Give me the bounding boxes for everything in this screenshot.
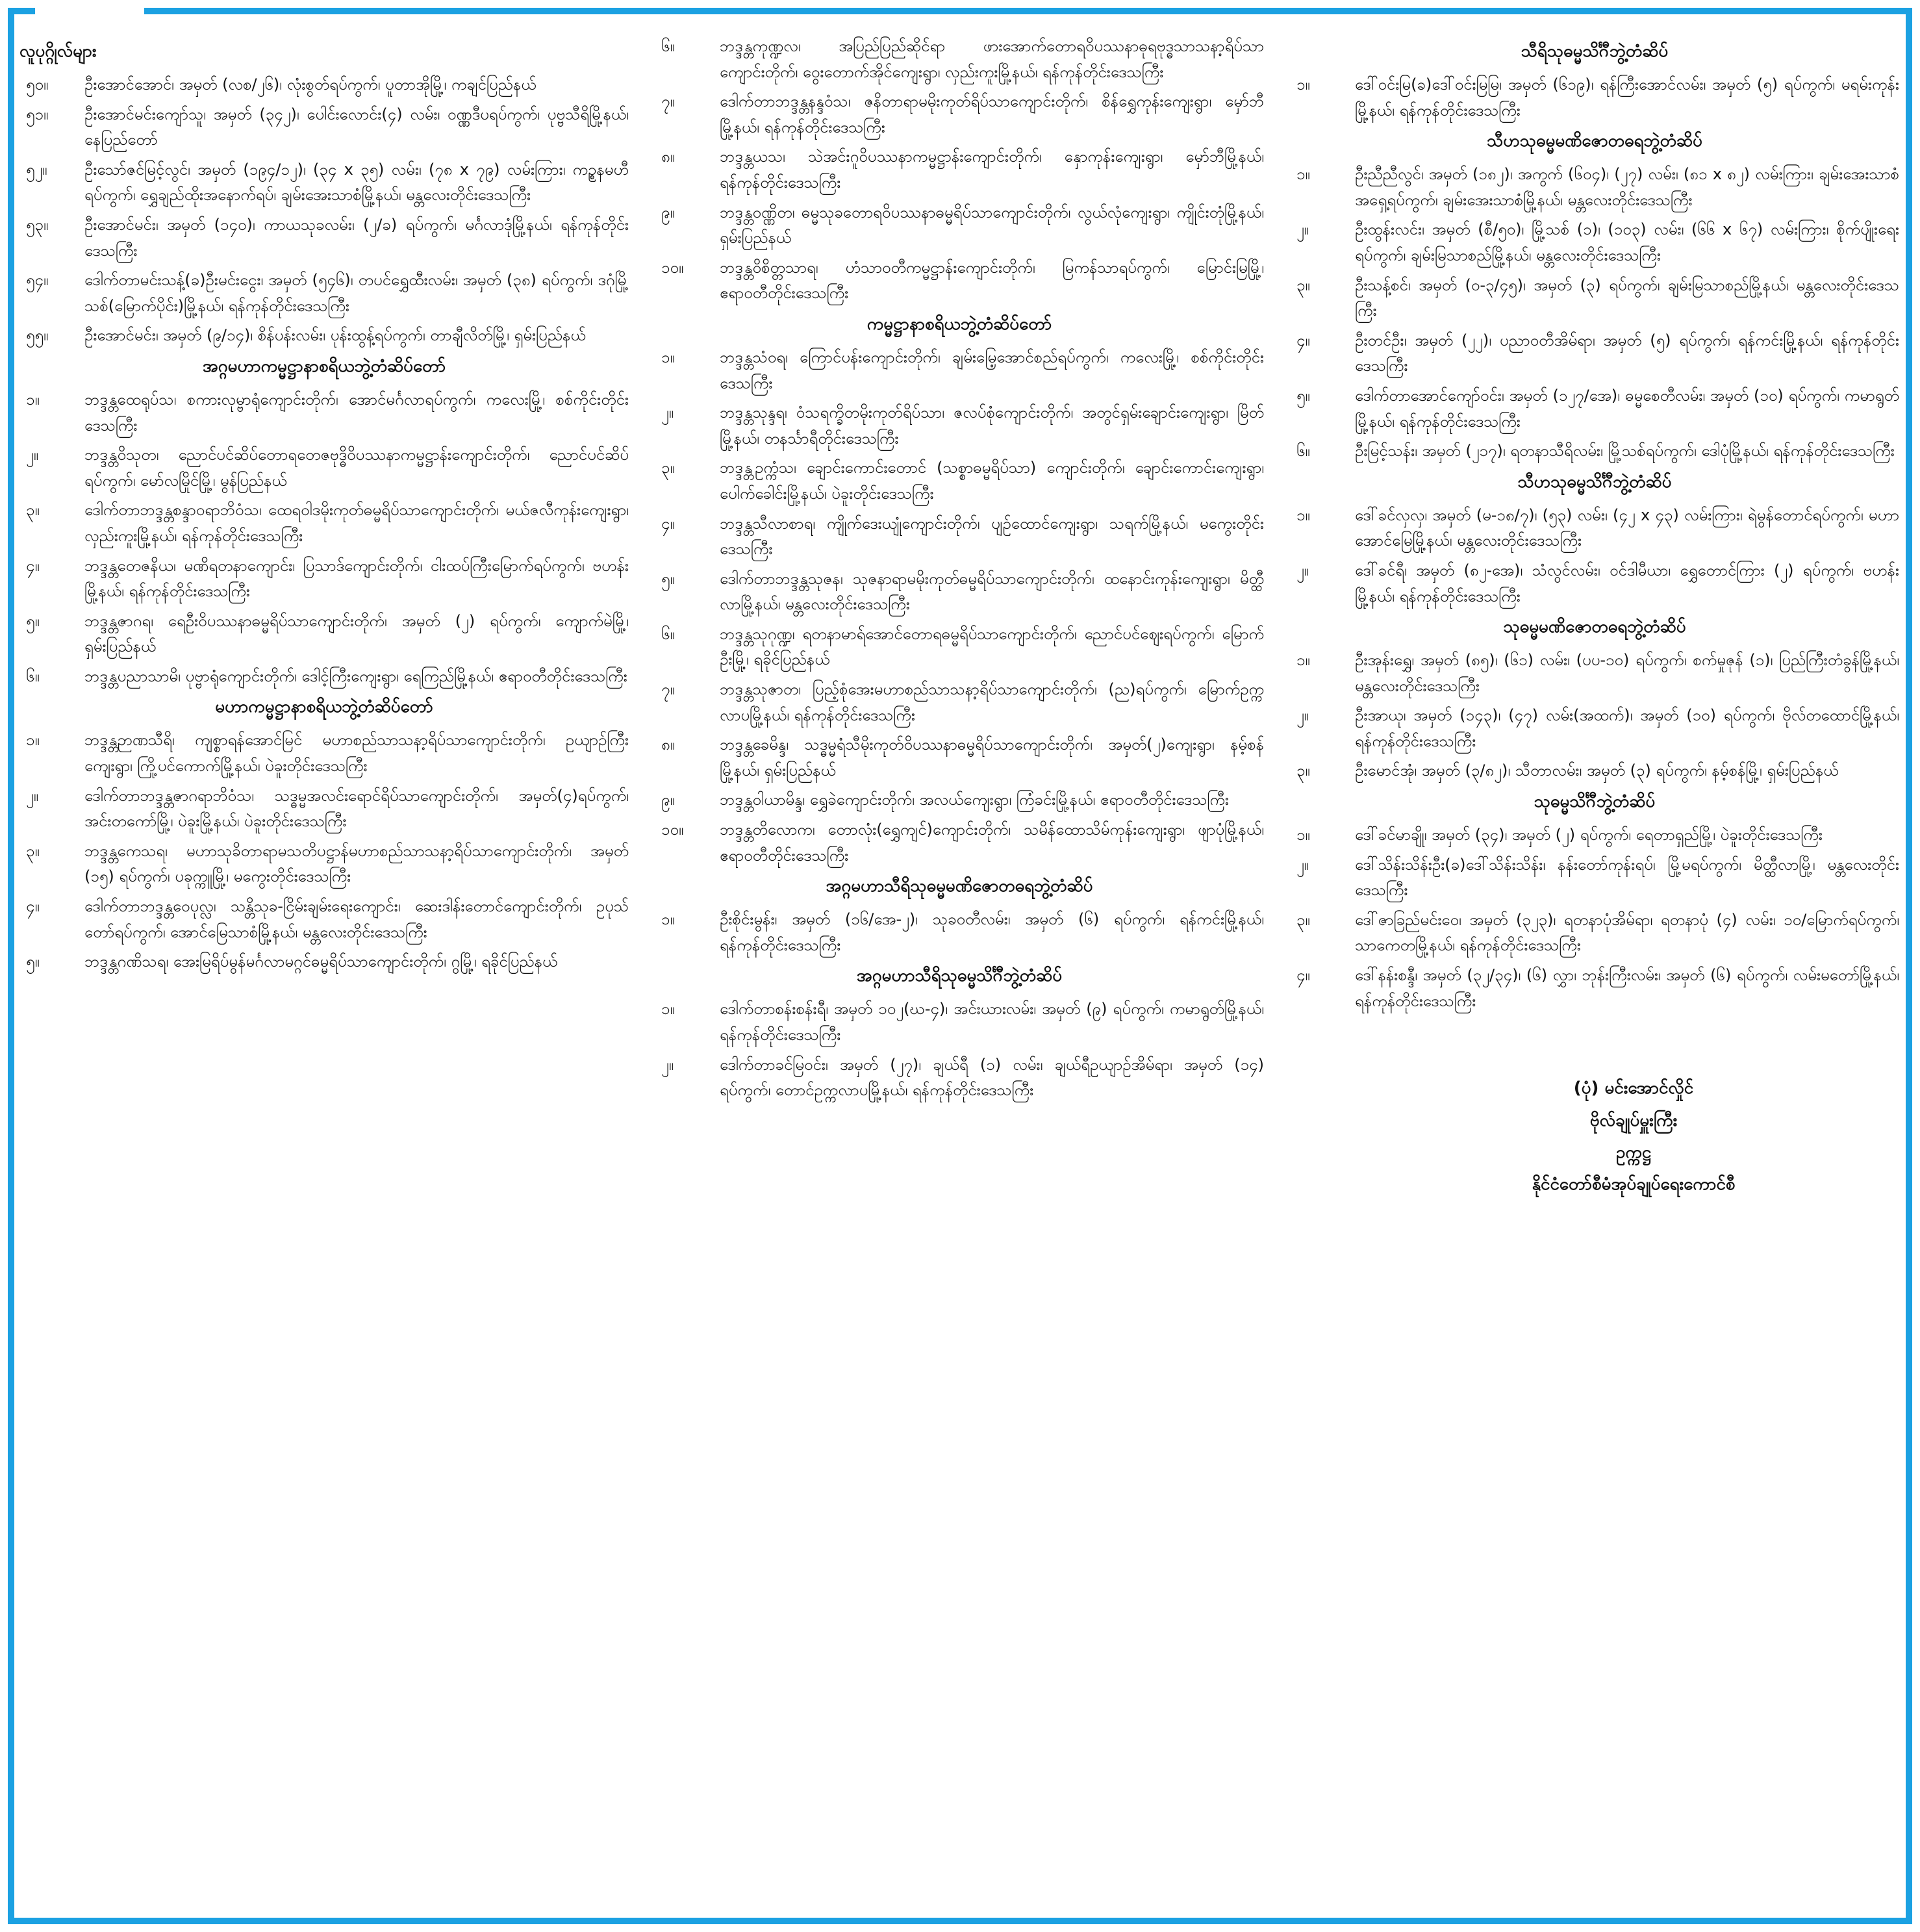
entry-text: ဒေါ်ဝင်းမြ(ခ)ဒေါ်ဝင်းမြမြ၊ အမှတ် (၆၁၉)၊ ရန်ကြီးအောင်လမ်း၊ အမှတ် (၅) ရပ်ကွက်၊ မရမ်းကုန်းမြို့နယ်၊ ရန်ကုန်တိုင်းဒေသကြီး: [1355, 75, 1899, 120]
awardee-entry: [655, 732, 1264, 783]
awardee-entry: [1290, 72, 1899, 123]
entry-text: ဘဒ္ဒန္တသုဇာတ၊ ပြည့်စုံအေးမဟာစည်သာသနာ့ရိပ်သာကျောင်းတိုက်၊ (ည)ရပ်ကွက်၊ မြောက်ဥက္ကလာပမြို့နယ်၊ ရန်ကုန်တိုင်းဒေသကြီး: [720, 680, 1264, 724]
entry-number: ၂။: [26, 446, 39, 464]
entry-text: ဦးသန့်စင်၊ အမှတ် (၀-၃/၄၅)၊ အမှတ် (၃) ရပ်ကွက်၊ ချမ်းမြသာစည်မြို့နယ်၊ မန္တလေးတိုင်းဒေသကြီး: [1355, 275, 1899, 320]
entry-text: ဦးမောင်အုံ၊ အမှတ် (၃/၈၂)၊ သီတာလမ်း၊ အမှတ် (၃) ရပ်ကွက်၊ နမ့်စန်မြို့၊ ရှမ်းပြည်နယ်: [1355, 761, 1839, 780]
section-heading: သီရိသုဓမ္မသိင်္ဂီဘွဲ့တံဆိပ်: [1521, 42, 1669, 61]
entry-number: ၄။: [1296, 331, 1310, 350]
entry-number: ၁။: [26, 731, 40, 750]
entry-number: ၇။: [661, 92, 675, 111]
entry-number: ၅၃။: [26, 215, 49, 234]
entry-number: ၄။: [26, 897, 40, 916]
awardee-entry: [19, 664, 629, 690]
entry-text: ဒေါ်ခင်မာချို၊ အမှတ် (၃၄)၊ အမှတ် (၂) ရပ်ကွက်၊ ရေတာရှည်မြို့၊ ပဲခူးတိုင်းဒေသကြီး: [1355, 826, 1823, 845]
awardee-entry: [655, 622, 1264, 673]
section-heading: သုဓမ္မမဏိဇောတဓရဘွဲ့တံဆိပ်: [1503, 617, 1686, 637]
awardee-entry: [1290, 852, 1899, 904]
entry-number: ၁။: [1296, 651, 1310, 670]
entry-number: ၂။: [1296, 855, 1309, 874]
entry-number: ၅။: [1296, 386, 1310, 405]
awardee-entry: [1290, 439, 1899, 464]
entry-text: ဘဒ္ဒန္တဇာဂရ၊ ရေဦးဝိပဿနာဓမ္မရိပ်သာကျောင်းတိုက်၊ အမှတ် (၂) ရပ်ကွက်၊ ကျောက်မဲမြို့၊ ရှမ်းပြည်နယ်: [84, 611, 629, 656]
entry-number: ၄။: [661, 514, 675, 533]
entry-text: ဦးအောင်မင်းကျော်သူ၊ အမှတ် (၃၄၂)၊ ပေါင်းလောင်း(၄) လမ်း၊ ဝဏ္ဏဒီပရပ်ကွက်၊ ပုဗ္ဗသီရိမြို့နယ်၊ နေပြည်တော်: [84, 105, 629, 149]
entry-number: ၂။: [1296, 561, 1309, 579]
entry-number: ၅၂။: [26, 160, 47, 179]
entry-number: ၆။: [661, 37, 675, 55]
section-heading: လူပုဂ္ဂိုလ်များ: [19, 42, 97, 61]
awardee-entry: [19, 728, 629, 779]
entry-text: ဘဒ္ဒန္တဝါယာမိန္ဒ၊ ရွှေခဲကျောင်းတိုက်၊ အလယ်ကျေးရွာ၊ ကြံခင်းမြို့နယ်၊ ဧရာဝတီတိုင်းဒေသကြီး: [720, 791, 1230, 809]
entry-number: ၂။: [1296, 706, 1309, 725]
awardee-entry: [1290, 558, 1899, 609]
entry-text: ဒေါက်တာဘဒ္ဒန္တဇာဂရာဘိဝံသ၊ သဒ္ဓမ္မအလင်းရောင်ရိပ်သာကျောင်းတိုက်၊ အမှတ်(၄)ရပ်ကွက်၊ အင်းတကော်မြို့၊ ပဲခူးမြို့နယ်၊ ပဲခူးတိုင်းဒေသကြီး: [84, 786, 629, 831]
section-heading: အဂ္ဂမဟာကမ္မဋ္ဌာနာစရိယဘွဲ့တံဆိပ်တော်: [202, 356, 446, 376]
entry-number: ၄။: [26, 556, 40, 575]
entry-text: ဦးတင်ဦး၊ အမှတ် (၂၂)၊ ပညာဝတီအိမ်ရာ၊ အမှတ် (၅) ရပ်ကွက်၊ ရန်ကင်းမြို့နယ်၊ ရန်ကုန်တိုင်းဒေသကြီး: [1355, 331, 1899, 375]
entry-number: ၆။: [1296, 442, 1310, 461]
entry-number: ၁။: [1296, 826, 1310, 845]
entry-number: ၅။: [26, 611, 40, 630]
column-3: [1290, 34, 1899, 1905]
document-columns: [19, 34, 1901, 1905]
entry-number: ၅။: [661, 569, 675, 588]
entry-text: ဦးထွန်းလင်း၊ အမှတ် (စီ/၅၀)၊ မြို့သစ် (၁)၊ (၁၀၃) လမ်း၊ (၆၆ x ၆၇) လမ်းကြား၊ စိုက်ပျိုးရေးရပ်ကွက်၊ ချမ်းမြသာစည်မြို့နယ်၊ မန္တလေးတိုင်းဒေသကြီး: [1355, 220, 1899, 264]
awardee-entry: [655, 907, 1264, 958]
entry-number: ၅၄။: [26, 271, 49, 290]
entry-number: ၁၀။: [661, 258, 684, 277]
entry-text: ဘဒ္ဒန္တယသ၊ သဲအင်းဂူဝိပဿနာကမ္မဋ္ဌာန်းကျောင်းတိုက်၊ နှောကုန်းကျေးရွာ၊ မှော်ဘီမြို့နယ်၊ ရန်ကုန်တိုင်းဒေသကြီး: [720, 147, 1264, 192]
entry-number: ၂။: [26, 786, 39, 805]
entry-number: ၂။: [661, 403, 674, 422]
entry-number: ၇။: [661, 680, 675, 699]
awardee-entry: [19, 323, 629, 349]
awardee-entry: [19, 783, 629, 835]
entry-number: ၄။: [1296, 966, 1310, 985]
awardee-entry: [19, 268, 629, 319]
section-heading: မဟာကမ္မဋ္ဌာနာစရိယဘွဲ့တံဆိပ်တော်: [215, 697, 433, 717]
entry-number: ၁။: [1296, 75, 1310, 94]
entry-number: ၃။: [1296, 275, 1310, 294]
entry-text: ဘဒ္ဒန္တဝဏ္ဏိတ၊ ဓမ္မသုခတောရဝိပဿနာဓမ္မရိပ်သာကျောင်းတိုက်၊ လွယ်လုံကျေးရွာ၊ ကျိုင်းတုံမြို့နယ်၊ ရှမ်းပြည်နယ်: [720, 203, 1264, 248]
awardee-entry: [19, 553, 629, 605]
entry-text: ဘဒ္ဒန္တကေသရ၊ မဟာသုခိတာရာမသတိပဋ္ဌာန်မဟာစည်သာသနာ့ရိပ်သာကျောင်းတိုက်၊ အမှတ် (၁၅) ရပ်ကွက်၊ ပခုက္ကူမြို့၊ မကွေးတိုင်းဒေသကြီး: [84, 841, 629, 886]
entry-number: ၂။: [1296, 220, 1309, 239]
entry-text: ဦးအုန်းရွှေ၊ အမှတ် (၈၅)၊ (၆၁) လမ်း၊ (ပပ-၁၀) ရပ်ကွက်၊ စက်မှုဇုန် (၁)၊ ပြည်ကြီးတံခွန်မြို့နယ်၊ မန္တလေးတိုင်းဒေသကြီး: [1355, 651, 1899, 695]
entry-text: ဒေါက်တာဘဒ္ဒန္တဝေပုလ္လ၊ သန္တိသုခ-ငြိမ်းချမ်းရေးကျောင်း၊ ဆေးဒါန်းတောင်ကျောင်းတိုက်၊ ဥပုသ်တော်ရပ်ကွက်၊ အောင်မြေသာစံမြို့နယ်၊ မန္တလေးတိုင်းဒေသကြီး: [84, 897, 629, 941]
frame-border-left: [8, 8, 14, 1924]
awardee-entry: [19, 839, 629, 890]
awardee-entry: [655, 677, 1264, 728]
awardee-entry: [1290, 273, 1899, 324]
entry-text: ဘဒ္ဒန္တသုန္ဒရ၊ ဝံသရက္ခိတမိုးကုတ်ရိပ်သာ၊ ဇလပ်စုံကျောင်းတိုက်၊ အတွင်ရှမ်းချောင်းကျေးရွာ၊ မြိတ်မြို့နယ်၊ တနင်္သာရီတိုင်းဒေသကြီး: [720, 403, 1264, 448]
entry-text: ဦးအောင်အောင်၊ အမှတ် (လစ/၂၆)၊ လုံးစွတ်ရပ်ကွက်၊ ပူတာအိုမြို့၊ ကချင်ပြည်နယ်: [84, 75, 537, 94]
entry-text: ဒေါ်ဇာခြည်မင်းဝေ၊ အမှတ် (၃၂၃)၊ ရတနာပုံအိမ်ရာ၊ ရတနာပုံ (၄) လမ်း၊ ၁၀/မြောက်ရပ်ကွက်၊ သာကေတမြို့နယ်၊ ရန်ကုန်တိုင်းဒေသကြီး: [1355, 910, 1899, 955]
awardee-entry: [1290, 963, 1899, 1014]
entry-number: ၁။: [1296, 505, 1310, 524]
entry-text: ဘဒ္ဒန္တဉာဏသီရိ၊ ကျစ္စာရန်အောင်မြင် မဟာစည်သာသနာ့ရိပ်သာကျောင်းတိုက်၊ ဥယျာဉ်ကြီးကျေးရွာ၊ ကြို့ပင်ကောက်မြို့နယ်၊ ပဲခူးတိုင်းဒေသကြီး: [84, 731, 629, 776]
entry-text: ဒေါက်တာဘဒ္ဒန္တသုဇန၊ သုဇနာရာမမိုးကုတ်ဓမ္မရိပ်သာကျောင်းတိုက်၊ ထနောင်းကုန်းကျေးရွာ၊ မိတ္ထီလာမြို့နယ်၊ မန္တလေးတိုင်းဒေသကြီး: [720, 569, 1264, 614]
section-heading: သီဟသုဓမ္မမဏိဇောတဓရဘွဲ့တံဆိပ်: [1487, 131, 1702, 151]
awardee-entry: [655, 455, 1264, 507]
entry-number: ၃။: [1296, 910, 1310, 929]
entry-text: ဘဒ္ဒန္တပညာသာမိ၊ ပုဗ္ဗာရုံကျောင်းတိုက်၊ ဒေါင့်ကြီးကျေးရွာ၊ ရေကြည်မြို့နယ်၊ ဧရာဝတီတိုင်းဒေသကြီး: [84, 667, 627, 685]
awardee-entry: [1290, 328, 1899, 379]
awardee-entry: [19, 949, 629, 975]
awardee-entry: [1290, 908, 1899, 959]
entry-text: ဒေါက်တာအောင်ကျော်ဝင်း၊ အမှတ် (၁၂၇/အေ)၊ ဓမ္မစေတီလမ်း၊ အမှတ် (၁၀) ရပ်ကွက်၊ ကမာရွတ်မြို့နယ်၊ ရန်ကုန်တိုင်းဒေသကြီး: [1355, 386, 1899, 431]
awardee-entry: [655, 511, 1264, 563]
awardee-entry: [19, 894, 629, 945]
entry-text: ဘဒ္ဒန္တဝိစိတ္တသာရ၊ ဟံသာဝတီကမ္မဋ္ဌာန်းကျောင်းတိုက်၊ မြကန်သာရပ်ကွက်၊ မြောင်းမြမြို့၊ ဧရာဝတီတိုင်းဒေသကြီး: [720, 258, 1264, 303]
entry-text: ဒေါက်တာဘဒ္ဒန္တစန္ဒာဝရာဘိဝံသ၊ ထေရဝါဒမိုးကုတ်ဓမ္မရိပ်သာကျောင်းတိုက်၊ မယ်ဇလီကုန်းကျေးရွာ၊ လှည်းကူးမြို့နယ်၊ ရန်ကုန်တိုင်းဒေသကြီး: [84, 501, 629, 545]
entry-text: ဒေါ်သိန်းသိန်းဦး(ခ)ဒေါ်သိန်းသိန်း၊ နန်းတော်ကုန်းရပ်၊ မြို့မရပ်ကွက်၊ မိတ္ထီလာမြို့၊ မန္တလေးတိုင်းဒေသကြီး: [1355, 855, 1899, 900]
entry-text: ဦးအာယု၊ အမှတ် (၁၄၃)၊ (၄၇) လမ်း(အထက်)၊ အမှတ် (၁၀) ရပ်ကွက်၊ ဗိုလ်တထောင်မြို့နယ်၊ ရန်ကုန်တိုင်းဒေသကြီး: [1355, 706, 1899, 750]
entry-number: ၆။: [661, 624, 675, 643]
entry-number: ၈။: [661, 735, 675, 754]
entry-number: ၁။: [26, 390, 40, 409]
frame-border-top: [144, 8, 1912, 14]
section-heading: ကမ္မဋ္ဌာနာစရိယဘွဲ့တံဆိပ်တော်: [866, 314, 1052, 334]
awardee-entry: [655, 400, 1264, 451]
entry-text: ဒေါ်ခင်ရီ၊ အမှတ် (၈၂-အေ)၊ သံလွင်လမ်း၊ ဝင်ဒါမီယာ၊ ရွှေတောင်ကြား (၂) ရပ်ကွက်၊ ဗဟန်းမြို့နယ်၊ ရန်ကုန်တိုင်းဒေသကြီး: [1355, 561, 1899, 605]
awardee-entry: [1290, 383, 1899, 435]
entry-number: ၂။: [661, 1055, 674, 1074]
entry-text: ဘဒ္ဒန္တသီလာစာရ၊ ကျိုက်ဒေးယျုံကျောင်းတိုက်၊ ပျဉ်ထောင်ကျေးရွာ၊ သရက်မြို့နယ်၊ မကွေးတိုင်းဒေသကြီး: [720, 514, 1264, 559]
entry-text: ဒေါက်တာစန်းစန်းရီ၊ အမှတ် ၁၀၂(ဃ-၄)၊ အင်းယားလမ်း၊ အမှတ် (၉) ရပ်ကွက်၊ ကမာရွတ်မြို့နယ်၊ ရန်ကုန်တိုင်းဒေသကြီး: [720, 1000, 1264, 1044]
signature-block: [1290, 1073, 1899, 1201]
entry-text: ဘဒ္ဒန္တထေရုပ်သ၊ စကားလုမ္ဗာရုံကျောင်းတိုက်၊ အောင်မင်္ဂလာရပ်ကွက်၊ ကလေးမြို့၊ စစ်ကိုင်းတိုင်းဒေသကြီး: [84, 390, 629, 435]
awardee-entry: [655, 345, 1264, 396]
column-2: [655, 34, 1264, 1905]
awardee-entry: [655, 997, 1264, 1048]
entry-number: ၉။: [661, 203, 675, 222]
signature-line4: နိုင်ငံတော်စီမံအုပ်ချုပ်ရေးကောင်စီ: [1532, 1175, 1736, 1195]
awardee-entry: [19, 442, 629, 494]
section-heading: အဂ္ဂမဟာသီရိသုဓမ္မမဏိဇောတဓရဘွဲ့တံဆိပ်: [826, 876, 1093, 896]
signature-line1: (ပုံ) မင်းအောင်လှိုင်: [1573, 1078, 1694, 1099]
awardee-entry: [1290, 162, 1899, 213]
entry-text: ဘဒ္ဒန္တဝိသုတ၊ ညောင်ပင်ဆိပ်တောရတေဇဗုဒ္ဓိဝိပဿနာကမ္မဋ္ဌာန်းကျောင်းတိုက်၊ ညောင်ပင်ဆိပ်ရပ်ကွက်၊ မော်လမြိုင်မြို့၊ မွန်ပြည်နယ်: [84, 446, 629, 490]
entry-text: ဘဒ္ဒန္တတိလောက၊ တောလုံး(ရွှေကျင်)ကျောင်းတိုက်၊ သမိန်ထောသိမ်ကုန်းကျေးရွာ၊ ဖျာပုံမြို့နယ်၊ ဧရာဝတီတိုင်းဒေသကြီး: [720, 820, 1264, 865]
section-heading: သုဓမ္မသိင်္ဂီဘွဲ့တံဆိပ်: [1534, 792, 1656, 812]
awardee-entry: [655, 817, 1264, 869]
entry-number: ၁။: [661, 1000, 675, 1019]
awardee-entry: [655, 89, 1264, 140]
awardee-entry: [19, 72, 629, 98]
awardee-entry: [19, 102, 629, 153]
entry-text: ဦးမြင့်သန်း၊ အမှတ် (၂၁၇)၊ ရတနာသီရိလမ်း၊ မြို့သစ်ရပ်ကွက်၊ ဒေါပုံမြို့နယ်၊ ရန်ကုန်တိုင်းဒေသကြီး: [1355, 442, 1895, 461]
entry-text: ဘဒ္ဒန္တဥက္ကံသ၊ ချောင်းကောင်းတောင် (သစ္စာဓမ္မရိပ်သာ) ကျောင်းတိုက်၊ ချောင်းကောင်းကျေးရွာ၊ ပေါက်ခေါင်းမြို့နယ်၊ ပဲခူးတိုင်းဒေသကြီး: [720, 459, 1264, 503]
entry-number: ၃။: [661, 459, 675, 477]
entry-text: ဘဒ္ဒန္တသံဝရ၊ ကြောင်ပန်းကျောင်းတိုက်၊ ချမ်းမြေ့အောင်စည်ရပ်ကွက်၊ ကလေးမြို့၊ စစ်ကိုင်းတိုင်းဒေသကြီး: [720, 348, 1264, 392]
awardee-entry: [19, 609, 629, 660]
awardee-entry: [1290, 703, 1899, 754]
entry-text: ဒေါက်တာဘဒ္ဒန္တနန္ဒဝံသ၊ ဇနိတာရာမမိုးကုတ်ရိပ်သာကျောင်းတိုက်၊ စိန်ရွှေကုန်းကျေးရွာ၊ မှော်ဘီမြို့နယ်၊ ရန်ကုန်တိုင်းဒေသကြီး: [720, 92, 1264, 136]
entry-text: ဘဒ္ဒန္တဂဏိသရ၊ အေးမြရိပ်မွန်မင်္ဂလာမဂ္ဂင်ဓမ္မရိပ်သာကျောင်းတိုက်၊ ဂွမြို့၊ ရခိုင်ပြည်နယ်: [84, 952, 558, 971]
awardee-entry: [655, 787, 1264, 813]
awardee-entry: [1290, 503, 1899, 554]
entry-number: ၁၀။: [661, 820, 684, 839]
entry-text: ဦးစိုင်းမွန်း၊ အမှတ် (၁၆/အေ-၂)၊ သုခဝတီလမ်း၊ အမှတ် (၆) ရပ်ကွက်၊ ရန်ကင်းမြို့နယ်၊ ရန်ကုန်တိုင်းဒေသကြီး: [720, 910, 1264, 954]
awardee-entry: [19, 212, 629, 264]
entry-text: ဘဒ္ဒန္တသုဂုဏ္ဍ၊ ရတနာမာရ်အောင်တောရဓမ္မရိပ်သာကျောင်းတိုက်၊ ညောင်ပင်ဈေးရပ်ကွက်၊ မြောက်ဦးမြို့၊ ရခိုင်ပြည်နယ်: [720, 624, 1264, 669]
entry-number: ၃။: [26, 841, 40, 860]
entry-text: ဒေါ်ခင်လှလှ၊ အမှတ် (မ-၁၈/၇)၊ (၅၃) လမ်း၊ (၄၂ x ၄၃) လမ်းကြား၊ ရဲမွန်တောင်ရပ်ကွက်၊ မဟာအောင်မြေမြို့နယ်၊ မန္တလေးတိုင်းဒေသကြီး: [1355, 505, 1899, 550]
awardee-entry: [655, 200, 1264, 251]
awardee-entry: [19, 498, 629, 549]
entry-text: ဘဒ္ဒန္တခေမိန္ဒ၊ သဒ္ဓမ္မရံသီမိုးကုတ်ဝိပဿနာဓမ္မရိပ်သာကျောင်းတိုက်၊ အမှတ်(၂)ကျေးရွာ၊ နမ့်စန်မြို့နယ်၊ ရှမ်းပြည်နယ်: [720, 735, 1264, 780]
awardee-entry: [655, 144, 1264, 196]
awardee-entry: [655, 255, 1264, 307]
entry-text: ဦးသော်ဇင်မြင့်လွင်၊ အမှတ် (၁၉၄/၁၂)၊ (၃၄ x ၃၅) လမ်း၊ (၇၈ x ၇၉) လမ်းကြား၊ ကဥ္စနမဟီရပ်ကွက်၊ ရွှေချည်ထိုးအနောက်ရပ်၊ ချမ်းအေးသာစံမြို့နယ်၊ မန္တလေးတိုင်းဒေသကြီး: [84, 160, 629, 205]
entry-text: ဒေါက်တာခင်မြဝင်း၊ အမှတ် (၂၇)၊ ချယ်ရီ (၁) လမ်း၊ ချယ်ရီဥယျာဉ်အိမ်ရာ၊ အမှတ် (၁၄) ရပ်ကွက်၊ တောင်ဥက္ကလာပမြို့နယ်၊ ရန်ကုန်တိုင်းဒေသကြီး: [720, 1055, 1264, 1100]
awardee-entry: [655, 1052, 1264, 1104]
frame-border-bottom: [8, 1918, 1912, 1924]
entry-number: ၁။: [1296, 165, 1310, 184]
awardee-entry: [19, 387, 629, 439]
entry-number: ၃။: [26, 501, 40, 520]
awardee-entry: [1290, 648, 1899, 699]
entry-number: ၅၅။: [26, 326, 49, 345]
awardee-entry: [1290, 758, 1899, 784]
entry-text: ဦးအောင်မင်း၊ အမှတ် (၉/၁၄)၊ စိန်ပန်းလမ်း၊ ပုန်းထွန့်ရပ်ကွက်၊ တာချီလိတ်မြို့၊ ရှမ်းပြည်နယ်: [84, 326, 586, 345]
awardee-entry: [19, 157, 629, 209]
entry-text: ဘဒ္ဒန္တတေဇနိယ၊ မဏိရတနာကျောင်း၊ ပြသာဒ်ကျောင်းတိုက်၊ ငါးထပ်ကြီးမြောက်ရပ်ကွက်၊ ဗဟန်းမြို့နယ်၊ ရန်ကုန်တိုင်းဒေသကြီး: [84, 556, 629, 601]
signature-line2: ဗိုလ်ချုပ်မှူးကြီး: [1589, 1110, 1678, 1130]
awardee-entry: [1290, 822, 1899, 848]
entry-number: ၈။: [661, 147, 675, 166]
entry-text: ဘဒ္ဒန္တကုဏ္ဍလ၊ အပြည်ပြည်ဆိုင်ရာ ဖားအောက်တောရဝိပဿနာဓုရဗုဒ္ဓသာသနာ့ရိပ်သာကျောင်းတိုက်၊ ဝွေးတောက်အိုင်ကျေးရွာ၊ လှည်းကူးမြို့နယ်၊ ရန်ကုန်တိုင်းဒေသကြီး: [720, 37, 1264, 81]
entry-number: ၁။: [661, 348, 675, 366]
entry-number: ၅။: [26, 952, 40, 971]
entry-number: ၅၀။: [26, 75, 49, 94]
entry-number: ၅၁။: [26, 105, 49, 123]
entry-text: ဦးညီညီလွင်၊ အမှတ် (၁၈၂)၊ အကွက် (၆၀၄)၊ (၂၇) လမ်း၊ (၈၁ x ၈၂) လမ်းကြား၊ ချမ်းအေးသာစံအရှေ့ရပ်ကွက်၊ ချမ်းအေးသာစံမြို့နယ်၊ မန္တလေးတိုင်းဒေသကြီး: [1355, 165, 1899, 209]
awardee-entry: [655, 566, 1264, 618]
entry-text: ဒေါ်နန်းစန္ဒီ၊ အမှတ် (၃၂/၃၄)၊ (၆) လွှာ၊ ဘုန်းကြီးလမ်း၊ အမှတ် (၆) ရပ်ကွက်၊ လမ်းမတော်မြို့နယ်၊ ရန်ကုန်တိုင်းဒေသကြီး: [1355, 966, 1899, 1010]
entry-number: ၃။: [1296, 761, 1310, 780]
column-1: [19, 34, 629, 1905]
entry-number: ၉။: [661, 791, 675, 809]
section-heading: အဂ္ဂမဟာသီရိသုဓမ္မသိင်္ဂီဘွဲ့တံဆိပ်: [856, 966, 1063, 986]
awardee-entry: [1290, 217, 1899, 268]
entry-number: ၁။: [661, 910, 675, 929]
entry-text: ဒေါက်တာမင်းသန့်(ခ)ဦးမင်းငွေး၊ အမှတ် (၅၄၆)၊ တပင်ရွှေထီးလမ်း၊ အမှတ် (၃၈) ရပ်ကွက်၊ ဒဂုံမြို့သစ်(မြောက်ပိုင်း)မြို့နယ်၊ ရန်ကုန်တိုင်းဒေသကြီး: [84, 271, 629, 315]
signature-line3: ဥက္ကဋ္ဌ: [1616, 1143, 1651, 1162]
awardee-entry: [655, 34, 1264, 85]
entry-number: ၆။: [26, 667, 40, 685]
section-heading: သီဟသုဓမ္မသိင်္ဂီဘွဲ့တံဆိပ်: [1517, 472, 1672, 492]
entry-text: ဦးအောင်မင်း၊ အမှတ် (၁၄၀)၊ ကာယသုခလမ်း၊ (၂/ခ) ရပ်ကွက်၊ မင်္ဂလာဒုံမြို့နယ်၊ ရန်ကုန်တိုင်းဒေသကြီး: [84, 215, 629, 260]
frame-border-right: [1906, 8, 1912, 1924]
